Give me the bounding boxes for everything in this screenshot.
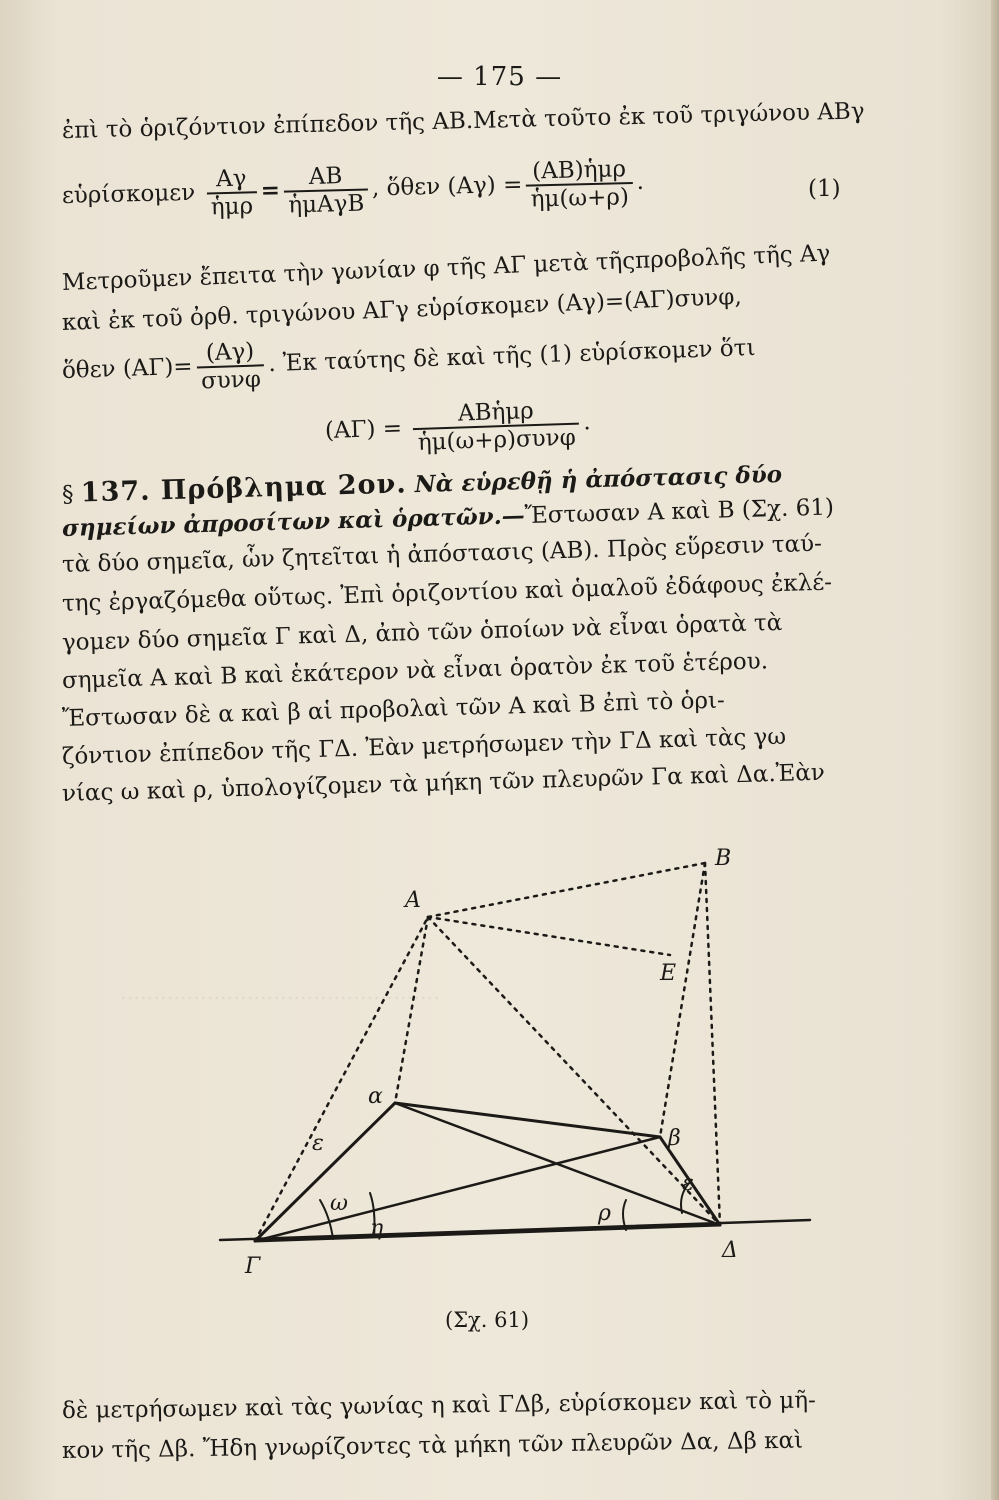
- line-5-rest: . Ἐκ ταύτης δὲ καὶ τῆς (1) εὑρίσκομεν ὅτι: [267, 335, 756, 378]
- dotted-B-b: [660, 863, 705, 1137]
- section-title: . Πρόβλημα 2ον.: [139, 468, 408, 507]
- label-G: Γ: [245, 1254, 261, 1279]
- label-omega: ω: [330, 1191, 348, 1216]
- text-line-14: ζόντιον ἐπίπεδον τῆς ΓΔ. Ἐὰν μετρήσωμεν τὴν ΓΔ καὶ τὰς γω: [61, 723, 787, 770]
- fraction-a-num: Αγ: [206, 165, 257, 194]
- fraction-a: [206, 165, 258, 220]
- label-b: β: [668, 1126, 681, 1151]
- page-number: — 175 —: [436, 62, 563, 92]
- bleed-through-text: …………………………………………: [120, 980, 440, 1004]
- geometry-figure: [200, 845, 850, 1279]
- section-task: Νὰ εὑρεθῇ ἡ ἀπόστασις δύο: [406, 460, 783, 499]
- text-line-15: νίας ω καὶ ρ, ὑπολογίζομεν τὰ μήκη τῶν πλευρῶν Γα καὶ Δα.Ἐὰν: [61, 759, 826, 807]
- fraction-ag-final: [412, 397, 580, 456]
- line-5-lead: ὅθεν (ΑΓ)=: [61, 353, 194, 384]
- text-line-4: καὶ ἐκ τοῦ ὀρθ. τριγώνου ΑΓγ εὑρίσκομεν (Αγ)=(ΑΓ)συνφ,: [61, 283, 743, 336]
- dotted-A-a: [395, 917, 428, 1103]
- formula-2: [324, 396, 591, 459]
- fraction-ag: [196, 338, 266, 394]
- text-line-17: κον τῆς Δβ. Ἤδη γνωρίζοντες τὰ μήκη τῶν πλευρῶν Δα, Δβ καὶ: [61, 1427, 804, 1464]
- formula-1-end: .: [636, 168, 645, 195]
- fraction-final-den: ἡμ(ω+ρ)συνφ: [417, 424, 577, 456]
- baseline-gd: [220, 1220, 810, 1240]
- fraction-b: [283, 163, 368, 219]
- text-line-9: τὰ δύο σημεῖα, ὧν ζητεῖται ἡ ἀπόστασις (ΑΒ). Πρὸς εὕρεσιν ταύ-: [61, 530, 823, 578]
- formula-2-end: .: [582, 409, 591, 436]
- fraction-ag-den: συνφ: [200, 366, 262, 395]
- label-D: Δ: [722, 1238, 738, 1263]
- fraction-c-num: (ΑΒ)ἡμρ: [526, 156, 633, 187]
- fraction-ag-num: (Αγ): [196, 338, 265, 368]
- text-line-1: ἐπὶ τὸ ὁριζόντιον ἐπίπεδον τῆς ΑΒ.Μετὰ τοῦτο ἐκ τοῦ τριγώνου ΑΒγ: [61, 98, 865, 144]
- label-rho: ρ: [598, 1201, 611, 1226]
- fraction-a-den: ἡμρ: [210, 193, 254, 221]
- formula-1-mid: , ὅθεν (Αγ) =: [371, 171, 523, 202]
- text-line-13: Ἔστωσαν δὲ α καὶ β αἱ προβολαὶ τῶν Α καὶ Β ἐπὶ τὸ ὁρι-: [61, 687, 726, 732]
- label-E: Ε: [660, 961, 677, 986]
- label-a: α: [368, 1084, 383, 1109]
- dotted-A-d: [428, 917, 720, 1225]
- fraction-c: [526, 156, 634, 213]
- formula-2-lead: (ΑΓ) =: [324, 415, 403, 444]
- text-line-16: δὲ μετρήσωμεν καὶ τὰς γωνίας η καὶ ΓΔβ, εὑρίσκομεν καὶ τὸ μῆ-: [61, 1387, 816, 1424]
- fraction-b-num: ΑΒ: [283, 163, 368, 193]
- formula-1-lead: εὑρίσκομεν: [61, 179, 196, 209]
- text-line-8-rest: Ἔστωσαν Α καὶ Β (Σχ. 61): [524, 494, 835, 530]
- label-epsilon: ε: [312, 1131, 324, 1156]
- text-line-11: γομεν δύο σημεῖα Γ καὶ Δ, ἀπὸ τῶν ὁποίων νὰ εἶναι ὁρατὰ τὰ: [61, 609, 783, 656]
- segment-g-d: [255, 1225, 720, 1241]
- label-eta: η: [370, 1216, 384, 1241]
- text-line-10: της ἐργαζόμεθα οὕτως. Ἐπὶ ὁριζοντίου καὶ ὁμαλοῦ ἐδάφους ἐκλέ-: [61, 569, 833, 617]
- fraction-c-den: ἡμ(ω+ρ): [530, 184, 630, 213]
- text-line-12: σημεῖα Α καὶ Β καὶ ἑκάτερον νὰ εἶναι ὁρατὸν ἐκ τοῦ ἑτέρου.: [61, 648, 769, 694]
- text-line-3: Μετροῦμεν ἔπειτα τὴν γωνίαν φ τῆς ΑΓ μετὰ τῆςπροβολῆς τῆς Αγ: [61, 240, 831, 296]
- formula-1-equals: =: [260, 176, 281, 205]
- dotted-A-B: [428, 863, 705, 917]
- label-epsilon-2: ε: [682, 1171, 694, 1196]
- section-number: 137: [80, 475, 141, 509]
- equation-label-1: (1): [808, 176, 841, 202]
- fraction-b-den: ἡμΑγΒ: [288, 190, 365, 219]
- label-A: Α: [405, 888, 421, 913]
- section-task-cont: σημείων ἀπροσίτων καὶ ὁρατῶν.—: [61, 502, 526, 542]
- fraction-final-num: ΑΒἡμρ: [412, 397, 579, 430]
- section-symbol: §: [61, 481, 74, 508]
- label-B: Β: [715, 846, 732, 871]
- page-edge: [991, 0, 999, 1500]
- dotted-A-E: [428, 917, 670, 955]
- figure-caption: (Σχ. 61): [445, 1308, 530, 1332]
- dotted-B-d: [705, 863, 720, 1225]
